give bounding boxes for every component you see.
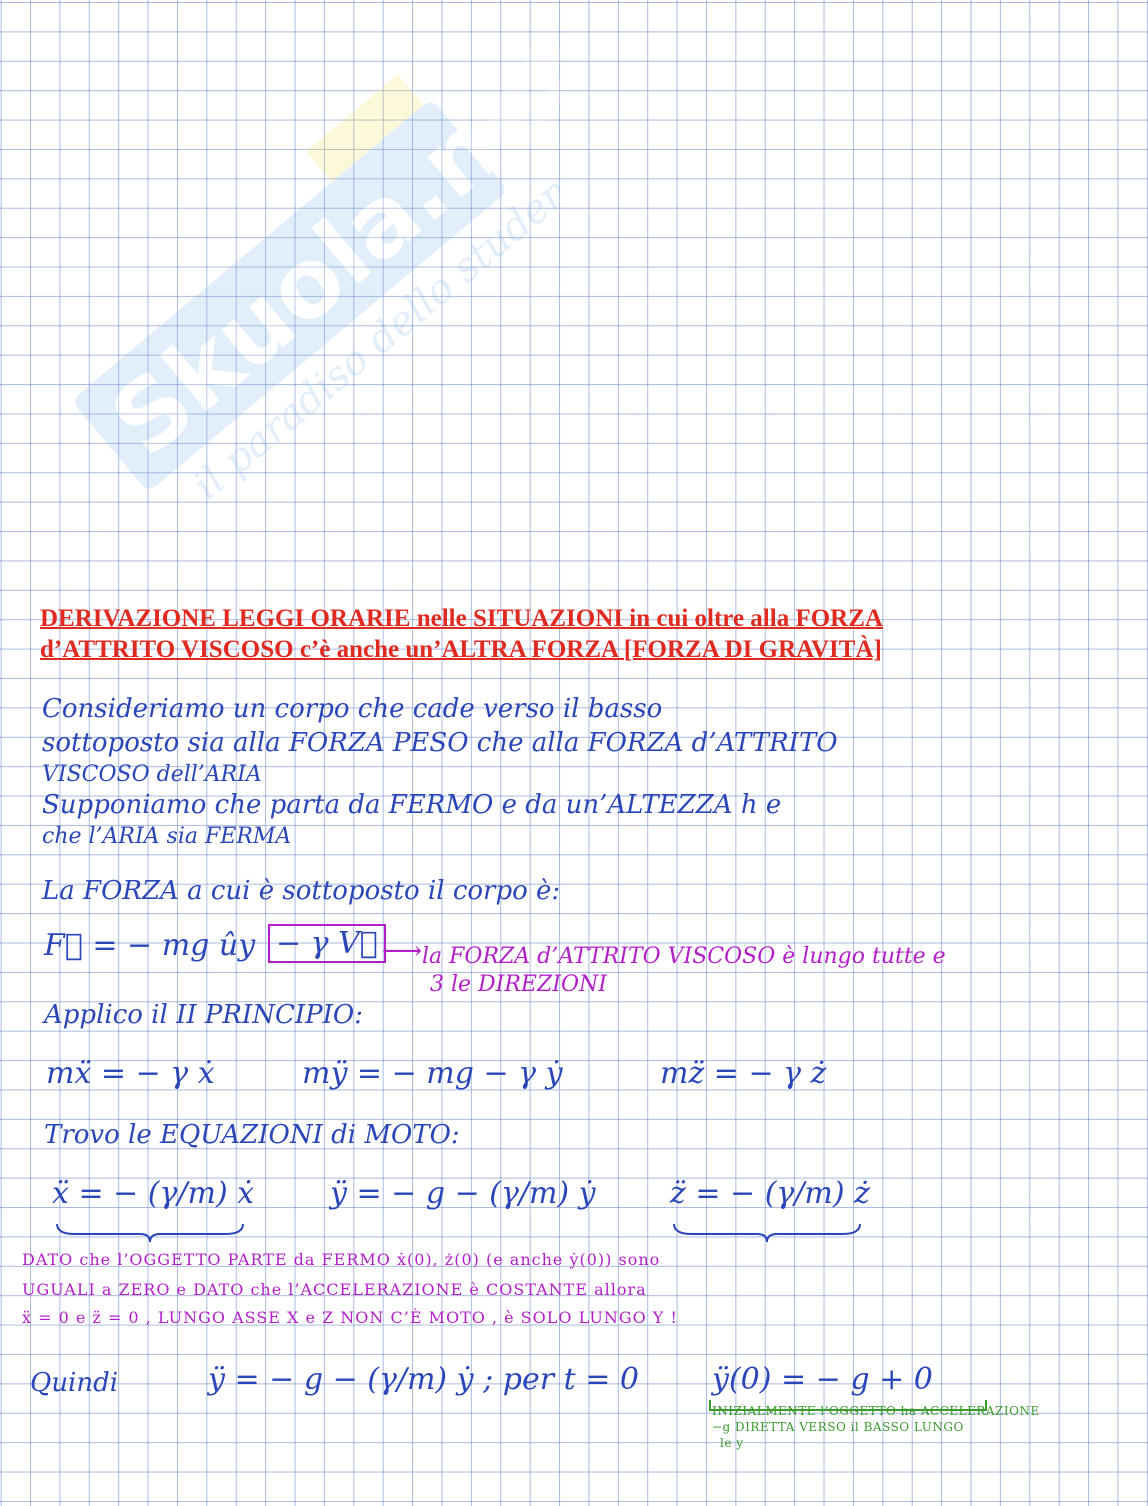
- initial-acceleration: ÿ(0) = − g + 0: [712, 1362, 933, 1397]
- equation-z: mz̈ = − γ ż: [660, 1056, 827, 1091]
- page-title: [40, 603, 1120, 665]
- underbrace-x: [55, 1222, 245, 1244]
- conclusion-equation: ÿ = − g − (γ/m) ẏ ; per t = 0: [208, 1362, 639, 1397]
- viscous-term-box: − γ V⃗: [268, 924, 386, 963]
- equation-x: mẍ = − γ ẋ: [46, 1056, 215, 1091]
- title-line-2: d’ATTRITO VISCOSO c’è anche un’ALTRA FORZA [FORZA DI GRAVITÀ]: [40, 636, 882, 663]
- force-equation: F⃗ = − mg ûy: [44, 928, 256, 963]
- note-line-3: VISCOSO dell’ARIA: [42, 762, 262, 787]
- title-line-1: DERIVAZIONE LEGGI ORARIE nelle SITUAZIONI in cui oltre alla FORZA: [40, 605, 883, 632]
- conclusion-label: Quindi: [30, 1368, 119, 1398]
- skuola-watermark-logo: [40, 40, 560, 560]
- force-note-line-2: 3 le DIREZIONI: [430, 972, 607, 997]
- underbrace-z: [672, 1222, 862, 1244]
- watermark-brand: Skuola.net: [90, 40, 560, 479]
- note-line-5: che l’ARIA sia FERMA: [42, 824, 292, 849]
- note-line-6: La FORZA a cui è sottoposto il corpo è:: [42, 876, 561, 906]
- note-line-8: Trovo le EQUAZIONI di MOTO:: [44, 1120, 460, 1150]
- note-line-1: Consideriamo un corpo che cade verso il basso: [42, 694, 663, 724]
- note-line-2: sottoposto sia alla FORZA PESO che alla FORZA d’ATTRITO: [42, 728, 838, 758]
- motion-equation-y: ÿ = − g − (γ/m) ẏ: [330, 1176, 596, 1211]
- motion-equation-z: z̈ = − (γ/m) ż: [670, 1176, 870, 1211]
- arrow-right-icon: ⟶: [382, 934, 423, 967]
- motion-equation-x: ẍ = − (γ/m) ẋ: [52, 1176, 255, 1211]
- purple-line-1: DATO che l’OGGETTO PARTE da FERMO ẋ(0), ż(0) (e anche ẏ(0)) sono: [22, 1250, 661, 1269]
- note-line-4: Supponiamo che parta da FERMO e da un’ALTEZZA h e: [42, 790, 782, 820]
- purple-line-2: UGUALI a ZERO e DATO che l’ACCELERAZIONE è COSTANTE allora: [22, 1280, 647, 1299]
- watermark-tagline: il paradiso dello studente: [184, 142, 560, 509]
- green-note-line-1: INIZIALMENTE l’OGGETTO ha ACCELERAZIONE: [712, 1404, 1040, 1418]
- green-note-line-2: −g DIRETTA VERSO il BASSO LUNGO: [712, 1420, 964, 1434]
- equation-y: mÿ = − mg − γ ẏ: [302, 1056, 563, 1091]
- force-note-line-1: la FORZA d’ATTRITO VISCOSO è lungo tutte e: [422, 944, 946, 969]
- note-line-7: Applico il II PRINCIPIO:: [44, 1000, 363, 1030]
- green-note-line-3: le y: [720, 1436, 744, 1450]
- purple-line-3: ẍ = 0 e z̈ = 0 , LUNGO ASSE X e Z NON C’È MOTO , è SOLO LUNGO Y !: [22, 1308, 678, 1327]
